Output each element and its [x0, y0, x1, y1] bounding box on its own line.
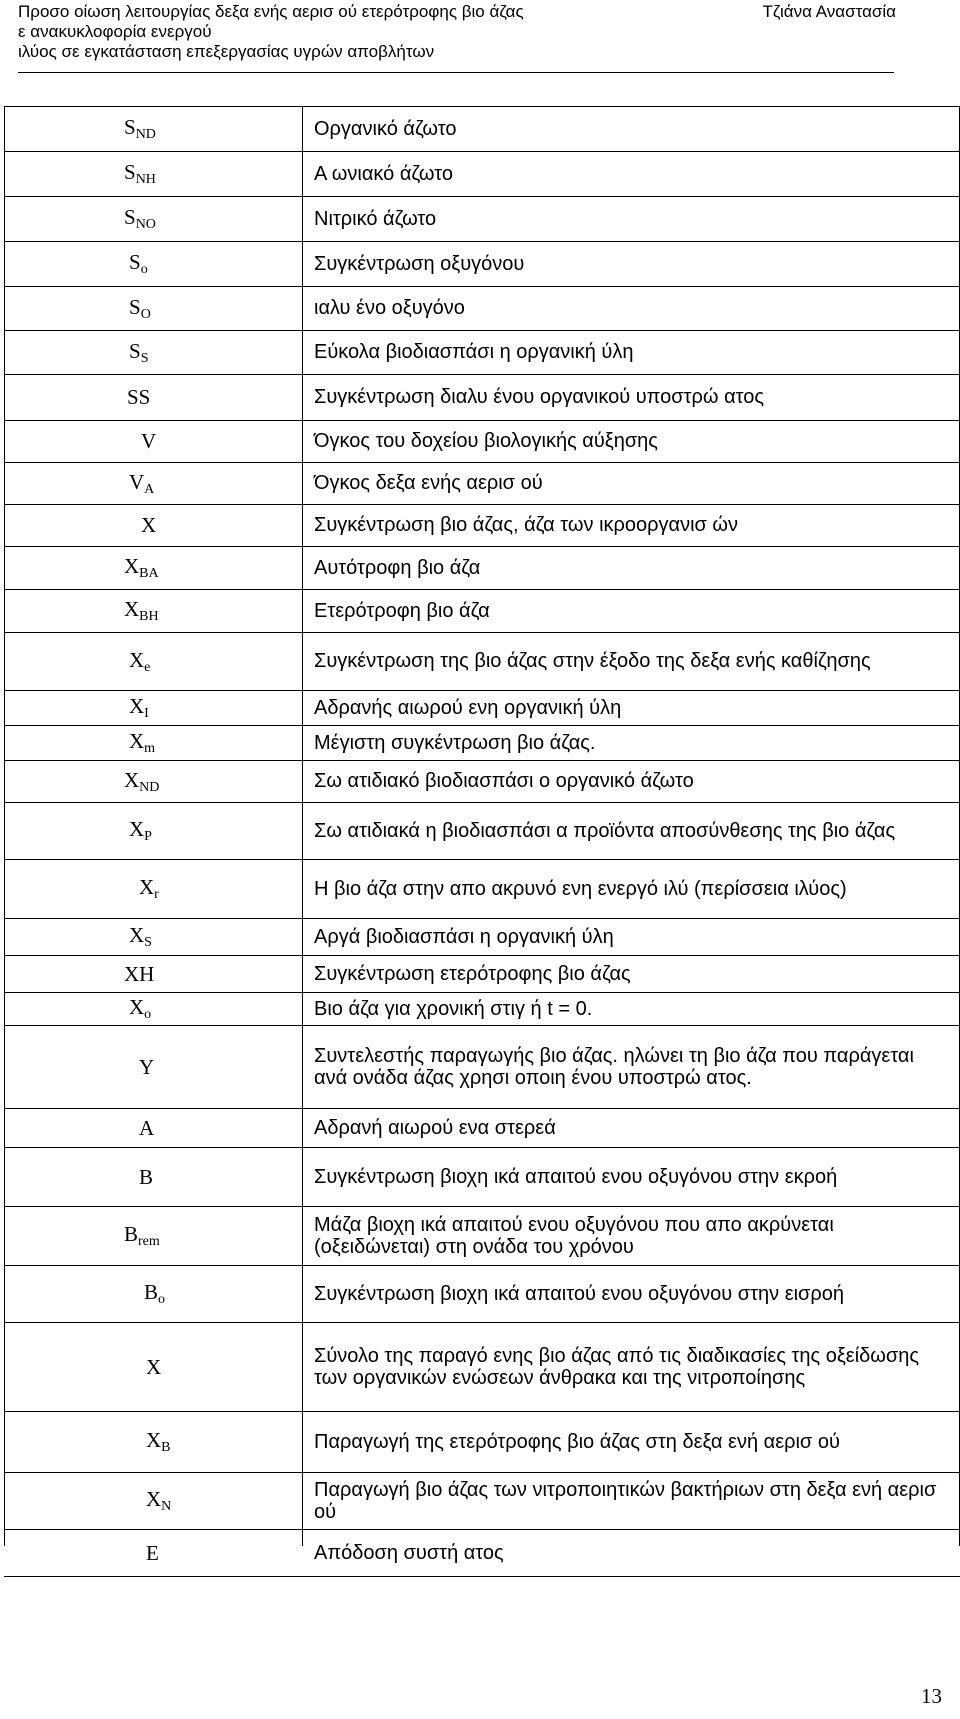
symbol-base: Y: [139, 1054, 155, 1079]
symbol-base: E: [146, 1540, 159, 1565]
symbol-subscript: A: [144, 481, 155, 497]
symbol-cell: [4, 691, 304, 725]
description-cell: Απόδοση συστή ατος: [314, 1541, 504, 1564]
table-row: [4, 241, 960, 286]
description-cell: Σω ατιδιακά η βιοδιασπάσι α προϊόντα αποσύνθεσης της βιο άζας: [314, 819, 896, 842]
description-cell: Αυτότροφη βιο άζα: [314, 556, 481, 579]
table-row: [4, 760, 960, 802]
description-cell: Συντελεστής παραγωγής βιο άζας. ηλώνει τη βιο άζα που παράγεται ανά ονάδα άζας χρησι οποιη ένου υποστρώ ατος.: [314, 1044, 914, 1089]
description-cell: Νιτρικό άζωτο: [314, 207, 437, 230]
description-cell: Μέγιστη συγκέντρωση βιο άζας.: [314, 731, 596, 754]
symbol-cell: [4, 633, 304, 690]
description-cell: Εύκολα βιοδιασπάσι η οργανική ύλη: [314, 341, 634, 364]
symbol-subscript: NH: [135, 172, 156, 187]
description-cell: Αδρανής αιωρού ενη οργανική ύλη: [314, 696, 622, 719]
description-cell: Συγκέντρωση ετερότροφης βιο άζας: [314, 962, 631, 985]
table-row: [4, 1025, 960, 1108]
symbol-cell: [4, 1109, 304, 1147]
symbol-subscript: NO: [135, 217, 156, 232]
symbol-cell: [4, 375, 304, 420]
symbol-cell: [4, 421, 304, 462]
table-row: [4, 374, 960, 420]
table-row: [4, 859, 960, 918]
table-row: [4, 955, 960, 992]
description-cell: Σω ατιδιακό βιοδιασπάσι ο οργανικό άζωτο: [314, 770, 694, 793]
table-row: [4, 1206, 960, 1265]
symbol-subscript: P: [144, 829, 152, 844]
description-cell: Όγκος του δοχείου βιολογικής αύξησης: [314, 430, 658, 453]
symbol-cell: [4, 331, 304, 374]
symbol-base: X: [129, 995, 145, 1019]
symbol-subscript: e: [144, 659, 151, 675]
table-row: [4, 589, 960, 632]
description-cell: Σύνολο της παραγό ενης βιο άζας από τις διαδικασίες της οξείδωσης των οργανικών ενώσεων άνθρακα και της νιτροποίησης: [314, 1344, 920, 1389]
symbol-subscript: B: [161, 1440, 171, 1455]
symbol-subscript: N: [161, 1499, 172, 1514]
table-row: [4, 1411, 960, 1472]
symbol-base: X: [124, 554, 140, 578]
symbol-cell: [4, 803, 304, 859]
symbol-base: X: [129, 817, 145, 841]
description-cell: Συγκέντρωση οξυγόνου: [314, 252, 525, 275]
symbol-subscript: O: [140, 306, 151, 322]
symbol-base: SS: [127, 385, 151, 409]
symbol-subscript: o: [140, 262, 148, 277]
table-row: [4, 546, 960, 589]
description-cell: Όγκος δεξα ενής αερισ ού: [314, 472, 543, 495]
symbol-base: A: [139, 1115, 155, 1140]
symbol-base: S: [124, 160, 136, 184]
symbol-subscript: BH: [139, 609, 159, 624]
symbol-cell: [4, 956, 304, 992]
symbol-cell: [4, 919, 304, 955]
symbol-base: B: [144, 1280, 159, 1304]
table-border: [302, 106, 303, 1546]
symbol-cell: [4, 1148, 304, 1206]
symbol-base: X: [129, 694, 145, 718]
symbol-base: S: [124, 205, 136, 229]
table-row: [4, 1472, 960, 1529]
symbol-subscript: S: [144, 935, 152, 950]
symbol-cell: [4, 197, 304, 241]
symbol-base: X: [146, 1487, 162, 1511]
table-row: [4, 1265, 960, 1322]
description-cell: Βιο άζα για χρονική στιγ ή t = 0.: [314, 997, 593, 1020]
symbol-cell: [4, 1026, 304, 1108]
table-row: [4, 1529, 960, 1577]
description-cell: Ετερότροφη βιο άζα: [314, 599, 490, 622]
description-cell: Η βιο άζα στην απο ακρυνό ενη ενεργό ιλύ (περίσσεια ιλύος): [314, 877, 847, 900]
symbol-cell: [4, 1207, 304, 1265]
description-cell: Συγκέντρωση βιο άζας, άζα των ικροοργανισ ών: [314, 514, 739, 537]
table-row: [4, 1322, 960, 1411]
symbol-cell: [4, 242, 304, 286]
description-cell: Παραγωγή της ετερότροφης βιο άζας στη δεξα ενή αερισ ού: [314, 1430, 840, 1453]
header-title-line2: ε ανακυκλοφορία ενεργού: [18, 22, 212, 41]
table-row: [4, 420, 960, 462]
description-cell: Συγκέντρωση βιοχη ικά απαιτού ενου οξυγόνου στην εισροή: [314, 1282, 845, 1305]
symbol-base: S: [129, 250, 141, 274]
symbol-base: V: [141, 429, 157, 453]
symbol-subscript: I: [144, 706, 149, 721]
table-row: [4, 802, 960, 859]
table-row: [4, 330, 960, 374]
header-author: Τζιάνα Αναστασία: [762, 2, 896, 21]
symbol-base: S: [124, 115, 136, 139]
table-row: [4, 462, 960, 504]
symbol-cell: [4, 1412, 304, 1472]
symbol-subscript: S: [140, 350, 149, 366]
symbol-cell: [4, 1266, 304, 1322]
description-cell: Συγκέντρωση της βιο άζας στην έξοδο της δεξα ενής καθίζησης: [314, 650, 871, 673]
description-cell: Αργά βιοδιασπάσι η οργανική ύλη: [314, 925, 614, 948]
table-row: [4, 992, 960, 1025]
symbol-subscript: ND: [139, 779, 160, 795]
symbol-subscript: BA: [139, 566, 159, 581]
symbol-base: XH: [124, 961, 155, 986]
description-cell: Οργανικό άζωτο: [314, 117, 457, 140]
description-cell: Παραγωγή βιο άζας των νιτροποιητικών βακτήριων στη δεξα ενή αερισ ού: [314, 1478, 937, 1523]
symbol-subscript: r: [154, 887, 159, 902]
table-row: [4, 1147, 960, 1206]
symbol-subscript: rem: [138, 1234, 160, 1249]
header-rule: [18, 72, 894, 73]
symbol-base: X: [129, 647, 145, 672]
symbol-cell: [4, 761, 304, 802]
table-row: [4, 504, 960, 546]
page-header: [18, 2, 948, 62]
description-cell: ιαλυ ένο οξυγόνο: [314, 297, 465, 320]
symbol-base: S: [129, 294, 141, 319]
symbol-base: X: [129, 729, 145, 753]
symbol-cell: [4, 993, 304, 1025]
symbol-cell: [4, 547, 304, 589]
symbol-cell: [4, 1473, 304, 1529]
symbol-subscript: o: [144, 1007, 152, 1022]
symbol-base: X: [139, 875, 155, 899]
symbol-cell: [4, 107, 304, 151]
header-title-line3: ιλύος σε εγκατάσταση επεξεργασίας υγρών αποβλήτων: [18, 42, 435, 61]
description-cell: Αδρανή αιωρού ενα στερεά: [314, 1116, 556, 1139]
table-row: [4, 1108, 960, 1147]
symbols-table: [4, 106, 960, 1565]
symbol-cell: [4, 463, 304, 504]
symbol-base: S: [129, 338, 141, 363]
symbol-cell: [4, 287, 304, 330]
symbol-subscript: m: [144, 741, 156, 756]
symbol-cell: [4, 505, 304, 546]
symbol-base: X: [141, 513, 157, 537]
description-cell: Συγκέντρωση βιοχη ικά απαιτού ενου οξυγόνου στην εκροή: [314, 1165, 838, 1188]
table-border: [4, 106, 5, 1546]
table-row: [4, 151, 960, 196]
symbol-base: B: [124, 1222, 139, 1246]
symbol-base: V: [129, 469, 145, 494]
symbol-base: B: [139, 1164, 154, 1189]
symbol-cell: [4, 1323, 304, 1411]
symbol-subscript: ND: [135, 127, 156, 142]
description-cell: Α ωνιακό άζωτο: [314, 162, 453, 185]
symbol-base: X: [124, 597, 140, 621]
symbol-cell: [4, 152, 304, 196]
table-row: [4, 106, 960, 151]
header-title-line1: Προσο οίωση λειτουργίας δεξα ενής αερισ ού ετερότροφης βιο άζας: [18, 2, 524, 21]
description-cell: Συγκέντρωση διαλυ ένου οργανικού υποστρώ ατος: [314, 386, 765, 409]
symbol-base: X: [146, 1354, 162, 1379]
table-row: [4, 286, 960, 330]
table-row: [4, 196, 960, 241]
symbol-base: X: [146, 1428, 162, 1452]
symbol-base: X: [129, 923, 145, 947]
table-row: [4, 918, 960, 955]
symbol-cell: [4, 726, 304, 760]
table-row: [4, 632, 960, 690]
symbol-cell: [4, 1530, 304, 1576]
table-row: [4, 690, 960, 725]
page-number: 13: [921, 1684, 942, 1708]
symbol-subscript: o: [158, 1292, 166, 1307]
description-cell: Μάζα βιοχη ικά απαιτού ενου οξυγόνου που απο ακρύνεται (οξειδώνεται) στη ονάδα του χρόνου: [314, 1213, 834, 1258]
symbol-base: X: [124, 767, 140, 792]
symbol-cell: [4, 860, 304, 918]
symbol-cell: [4, 590, 304, 632]
table-row: [4, 725, 960, 760]
